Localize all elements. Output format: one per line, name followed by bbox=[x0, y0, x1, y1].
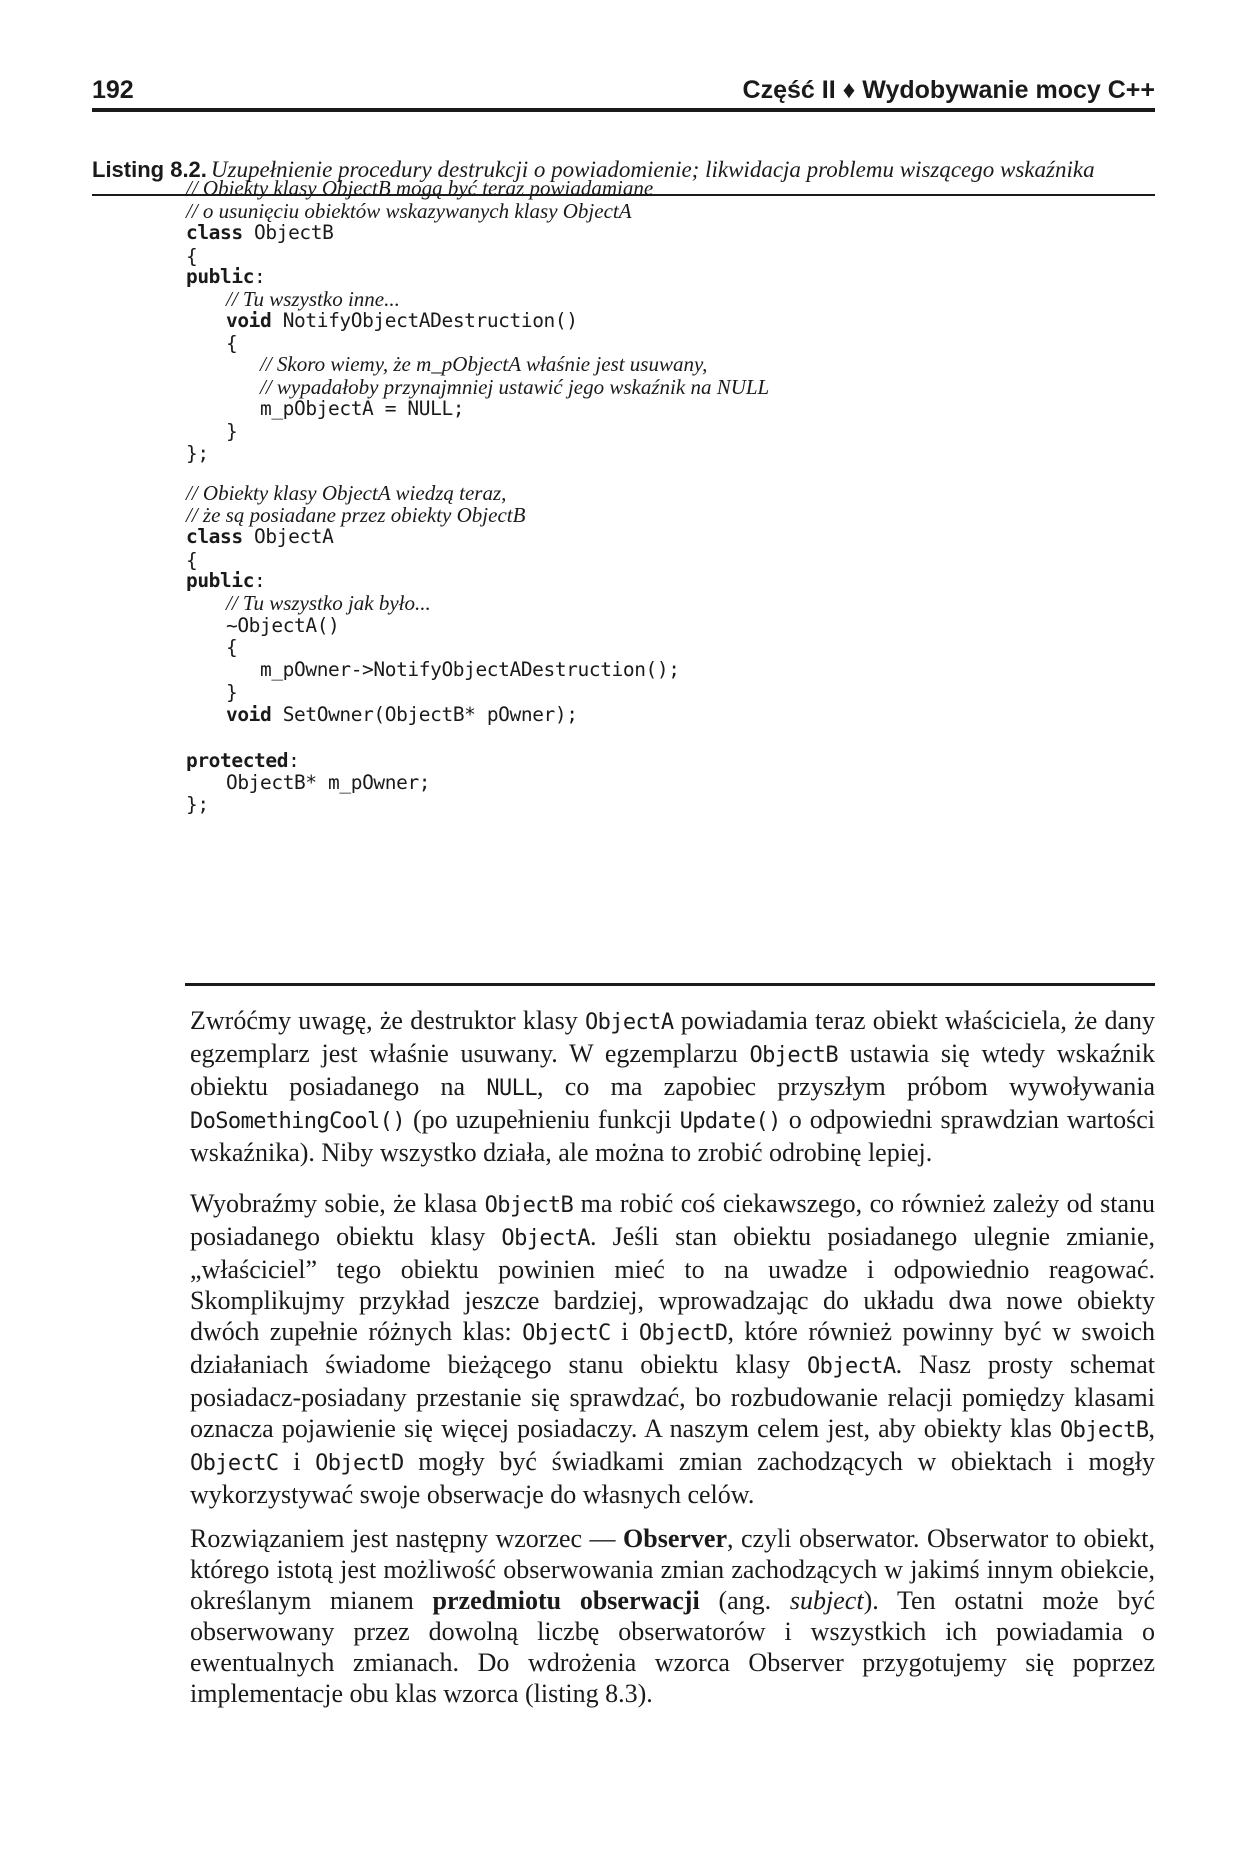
text: (po uzupełnieniu funkcji bbox=[404, 1105, 680, 1134]
text: Wyobraźmy sobie, że klasa bbox=[190, 1189, 485, 1218]
code-line: { bbox=[226, 636, 238, 659]
inline-code: ObjectB bbox=[1059, 1418, 1149, 1443]
code-line bbox=[186, 524, 333, 550]
inline-code: ObjectB bbox=[749, 1043, 838, 1068]
code-text: : bbox=[288, 749, 300, 772]
text: powiadamia teraz obiekt właściciela, że dany egzemplarz jest właśnie usuwany. W egzemplarzu bbox=[190, 1006, 1155, 1068]
text: . Jeśli stan obiektu posiadanego ulegnie zmianie, „właściciel” tego obiektu powinien mieć to na uwadze i odpowiednio reagować. Skomplikujmy przykład jeszcze bardziej, wprowadzając do układu dwa nowe obiekty dwóch zupełnie różnych klas: bbox=[190, 1222, 1155, 1346]
code-line: { bbox=[186, 245, 198, 268]
code-keyword: void bbox=[226, 703, 272, 726]
inline-code: ObjectC bbox=[190, 1451, 279, 1476]
listing-bottom-rule bbox=[185, 983, 1155, 986]
code-text: NotifyObjectADestruction() bbox=[271, 309, 578, 332]
code-line: { bbox=[226, 332, 238, 355]
text: mogły być świadkami zmian zachodzących w obiektach i mogły wykorzystywać swoje obserwacje do własnych celów. bbox=[190, 1447, 1155, 1509]
code-line: m_pObjectA = NULL; bbox=[260, 397, 465, 420]
bold-term: Observer bbox=[623, 1524, 727, 1553]
code-line: ObjectB* m_pOwner; bbox=[226, 771, 431, 794]
inline-code: ObjectB bbox=[484, 1193, 574, 1218]
code-text: ObjectA bbox=[242, 525, 334, 548]
code-line: ~ObjectA() bbox=[226, 614, 340, 637]
text: ). Ten ostatni może być obserwowany przez dowolną liczbę obserwatorów i wszystkich ich powiadamia o ewentualnych zmianach. Do wdrożenia wzorca Observer przygotujemy się poprzez implementacje obu klas wzorca (listing 8.3). bbox=[190, 1586, 1156, 1708]
code-text: : bbox=[254, 569, 266, 592]
bold-term: przedmiotu obserwacji bbox=[432, 1586, 700, 1615]
text: o odpowiedni sprawdzian wartości wskaźnika). Niby wszystko działa, ale można to zrobić odrobinę lepiej. bbox=[190, 1105, 1155, 1167]
page-header bbox=[92, 64, 1155, 112]
listing-label: Listing 8.2. bbox=[92, 157, 207, 182]
code-line: } bbox=[226, 420, 238, 443]
code-keyword: class bbox=[186, 525, 243, 548]
inline-code: ObjectA bbox=[501, 1226, 590, 1251]
code-text: : bbox=[254, 265, 266, 288]
code-keyword: public bbox=[186, 569, 255, 592]
code-line: m_pOwner->NotifyObjectADestruction(); bbox=[260, 658, 680, 681]
code-comment: // że są posiadane przez obiekty ObjectB bbox=[186, 503, 526, 527]
text: Zwróćmy uwagę, że destruktor klasy bbox=[190, 1006, 585, 1035]
text: ma robić coś ciekawszego, co również zależy od stanu posiadanego obiektu klasy bbox=[190, 1189, 1155, 1251]
text: , co ma zapobiec przyszłym próbom wywoływania bbox=[536, 1072, 1155, 1101]
running-head: Część II ♦ Wydobywanie mocy C++ bbox=[742, 76, 1155, 104]
code-line bbox=[226, 308, 578, 334]
code-comment: // Obiekty klasy ObjectB mogą być teraz powiadamiane bbox=[186, 176, 654, 200]
text: , bbox=[1148, 1414, 1155, 1443]
inline-code: ObjectD bbox=[638, 1321, 728, 1346]
code-line: }; bbox=[186, 442, 209, 465]
code-line: } bbox=[226, 681, 238, 704]
inline-code: ObjectD bbox=[315, 1451, 404, 1476]
code-comment: // o usunięciu obiektów wskazywanych klasy ObjectA bbox=[186, 199, 632, 223]
code-keyword: protected bbox=[186, 749, 289, 772]
inline-code: ObjectA bbox=[584, 1010, 674, 1035]
text: i bbox=[610, 1317, 639, 1346]
code-comment: // Skoro wiemy, że m_pObjectA właśnie jest usuwany, bbox=[260, 352, 708, 376]
text: , które również powinny być w swoich działaniach świadome bieżącego stanu obiektu klasy bbox=[190, 1317, 1155, 1379]
inline-code: ObjectA bbox=[807, 1354, 896, 1379]
code-comment: // wypadałoby przynajmniej ustawić jego wskaźnik na NULL bbox=[260, 375, 770, 399]
text: (ang. bbox=[699, 1586, 790, 1615]
code-line bbox=[186, 220, 333, 246]
code-keyword: void bbox=[226, 309, 272, 332]
text: i bbox=[278, 1447, 316, 1476]
code-comment: // Tu wszystko jak było... bbox=[226, 591, 431, 615]
inline-code: ObjectC bbox=[522, 1321, 611, 1346]
code-line: { bbox=[186, 549, 198, 572]
code-text: ObjectB bbox=[242, 221, 334, 244]
code-comment: // Obiekty klasy ObjectA wiedzą teraz, bbox=[186, 481, 507, 505]
code-line: }; bbox=[186, 793, 209, 816]
code-line bbox=[226, 702, 578, 728]
inline-code: Update() bbox=[679, 1109, 781, 1134]
inline-code: DoSomethingCool() bbox=[190, 1109, 405, 1134]
code-keyword: public bbox=[186, 265, 255, 288]
listing-title: Uzupełnienie procedury destrukcji o powiadomienie; likwidacja problemu wiszącego wskaźnika bbox=[210, 157, 1095, 182]
code-text: SetOwner(ObjectB* pOwner); bbox=[271, 703, 578, 726]
code-comment: // Tu wszystko inne... bbox=[226, 287, 400, 311]
page-number: 192 bbox=[92, 76, 134, 104]
text: . Nasz prosty schemat posiadacz-posiadany przestanie się sprawdzać, bo rozbudowanie relacji pomiędzy klasami oznacza pojawienie się więcej posiadaczy. A naszym celem jest, aby obiekty klas bbox=[190, 1350, 1155, 1443]
paragraph bbox=[190, 1523, 1155, 1709]
inline-code: NULL bbox=[486, 1076, 537, 1101]
text: Rozwiązaniem jest następny wzorzec — bbox=[190, 1524, 624, 1553]
paragraph bbox=[190, 1005, 1155, 1168]
paragraph bbox=[190, 1188, 1155, 1510]
italic-term: subject bbox=[789, 1586, 864, 1615]
text: ustawia się wtedy wskaźnik obiektu posiadanego na bbox=[190, 1039, 1155, 1101]
code-keyword: class bbox=[186, 221, 243, 244]
text: , czyli obserwator. Obserwator to obiekt, którego istotą jest możliwość obserwowania zmian zachodzących w jakimś innym obiekcie, określanym mianem bbox=[190, 1524, 1155, 1615]
